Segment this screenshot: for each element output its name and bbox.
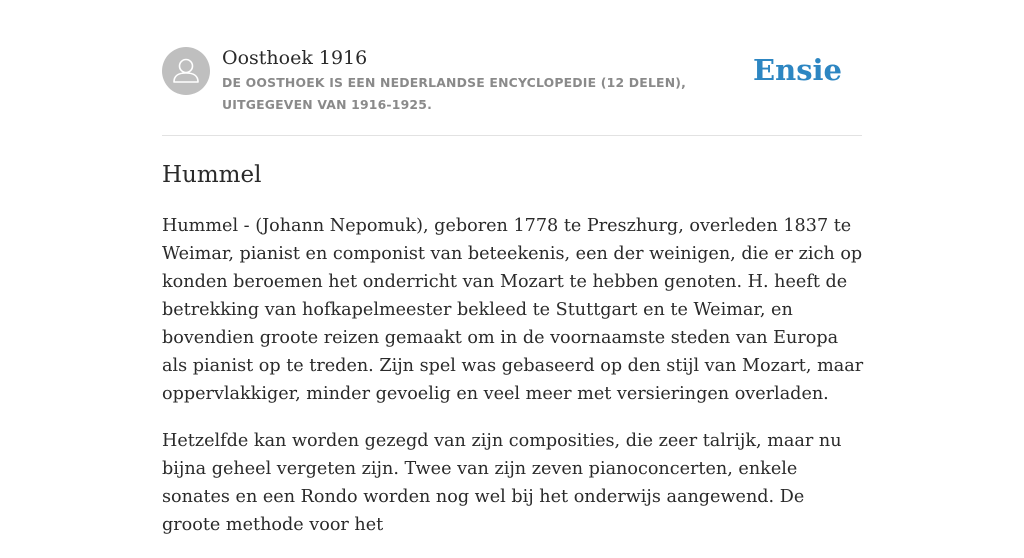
article-paragraph: Hummel - (Johann Nepomuk), geboren 1778 te Preszhurg, overleden 1837 te Weimar, pianist en componist van beteekenis, een der weinigen, die er zich op konden beroemen het onderricht van Mozart te hebben genoten. H. heeft de betrekking van hofkapelmeester bekleed te Stuttgart en te Weimar, en bovendien groote reizen gemaakt om in de voornaamste steden van Europa als pianist op te treden. Zijn spel was gebaseerd op den stijl van Mozart, maar oppervlakkiger, minder gevoelig en veel meer met versieringen overladen. xyxy=(162,216,864,404)
header-divider xyxy=(162,135,862,136)
source-description: DE OOSTHOEK IS EEN NEDERLANDSE ENCYCLOPEDIE (12 DELEN), UITGEGEVEN VAN 1916-1925. xyxy=(222,75,687,112)
article-title: Hummel xyxy=(162,162,262,188)
user-silhouette-icon xyxy=(162,47,210,95)
article-body xyxy=(162,212,868,558)
source-header xyxy=(162,46,862,116)
source-name[interactable]: Oosthoek 1916 xyxy=(222,47,368,69)
article-paragraph: Hetzelfde kan worden gezegd van zijn composities, die zeer talrijk, maar nu bijna geheel vergeten zijn. Twee van zijn zeven pianoconcerten, enkele sonates en een Rondo worden nog wel bij het onderwijs aangewend. De groote methode voor het xyxy=(162,431,842,535)
source-avatar[interactable] xyxy=(162,47,210,95)
brand-logo[interactable]: Ensie xyxy=(753,53,842,87)
